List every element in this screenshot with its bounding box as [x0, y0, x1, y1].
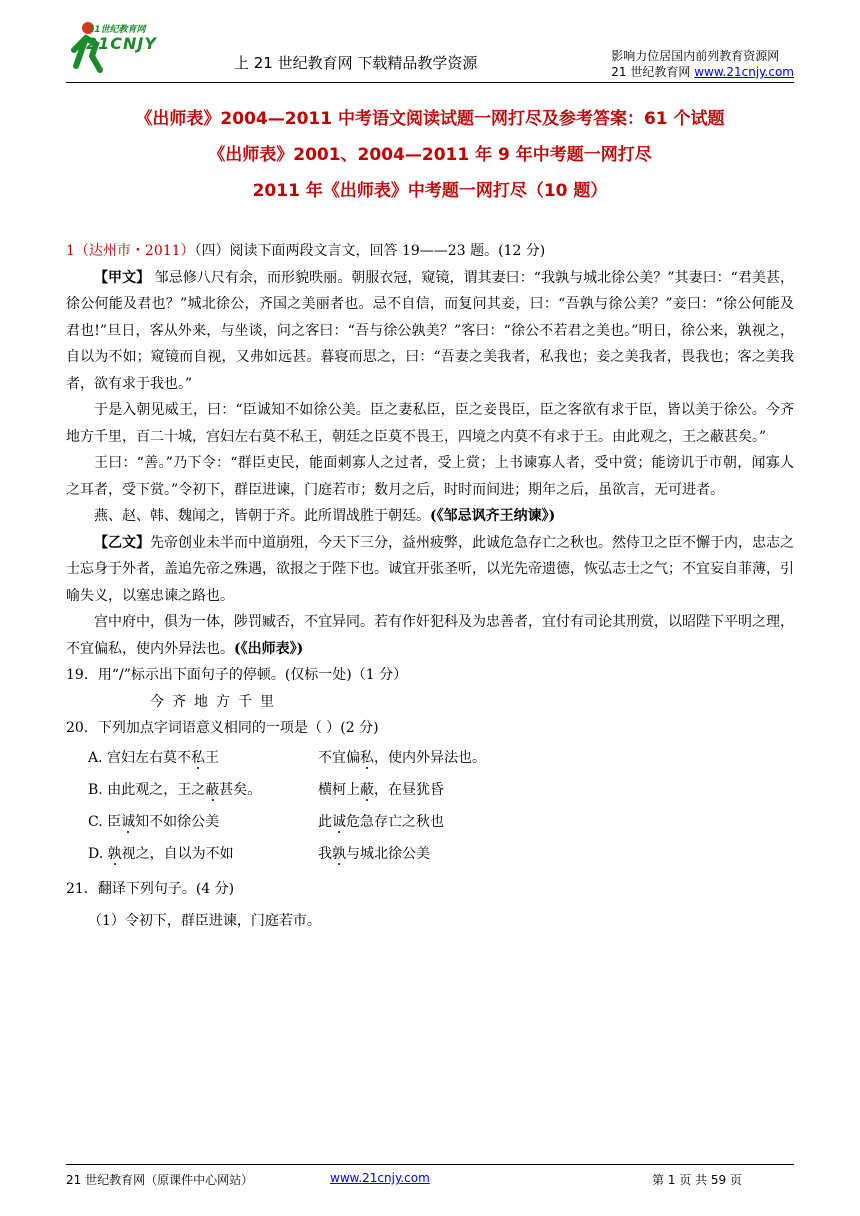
option-left: [88, 838, 318, 870]
document-titles: [0, 104, 860, 212]
question-number: 1（达州市・2011）: [66, 243, 195, 259]
passage-a-text-4: 燕、赵、韩、魏闻之，皆朝于齐。此所谓战胜于朝廷。: [94, 508, 430, 524]
passage-b-para-1: [66, 530, 794, 610]
header-right-info: [611, 48, 794, 80]
dotted-char: 私: [360, 749, 374, 766]
footer-site-name: 21 世纪教育网（原课件中心网站）: [66, 1173, 254, 1187]
dotted-char: 私: [191, 749, 206, 766]
passage-b-source: (《出师表》): [234, 640, 304, 657]
option-text: C. 臣: [88, 813, 122, 830]
title-line-2: 《出师表》2001、2004—2011 年 9 年中考题一网打尽: [208, 145, 652, 165]
dotted-char: 孰: [332, 845, 346, 862]
header-divider: [66, 82, 794, 83]
passage-a-para-1: [66, 265, 794, 398]
passage-a-label: 【甲文】: [94, 269, 151, 286]
option-text: ，使内外异法也。: [374, 749, 486, 766]
option-text: 视之，自以为不如: [121, 845, 234, 862]
dotted-char: 孰: [107, 845, 122, 862]
q20-option-a: [66, 742, 794, 774]
option-text: 横柯上: [318, 781, 360, 798]
passage-a-para-3: 王曰：“善。”乃下令：“群臣吏民，能面刺寡人之过者，受上赏；上书谏寡人者，受中赏；能谤讥于市朝，闻寡人之耳者，受下赏。”令初下，群臣进谏，门庭若市；数月之后，时时而间进；期年之后，虽欲言，无可进者。: [66, 455, 794, 498]
passage-b-label: 【乙文】: [94, 534, 150, 551]
passage-a-para-2: 于是入朝见威王，曰：“臣诚知不如徐公美。臣之妻私臣，臣之妾畏臣，臣之客欲有求于臣，皆以美于徐公。今齐地方千里，百二十城，宫妇左右莫不私王，朝廷之臣莫不畏王，四境之内莫不有求于王。由此观之，王之蔽甚矣。”: [66, 402, 794, 445]
passage-b-text-2: 宫中府中，俱为一体，陟罚臧否，不宜异同。若有作奸犯科及为忠善者，宜付有司论其刑赏，以昭陛下平明之理，不宜偏私，使内外异法也。: [66, 614, 794, 657]
passage-b-para-2: [66, 609, 794, 662]
site-logo[interactable]: [66, 20, 176, 76]
option-text: 我: [318, 845, 332, 862]
footer-site-link[interactable]: www.21cnjy.com: [330, 1171, 430, 1185]
option-text: B. 由此观之，王之: [88, 781, 206, 798]
question-instruction: （四）阅读下面两段文言文，回答 19——23 题。(12 分): [194, 243, 546, 259]
option-text: 王: [205, 749, 220, 766]
option-text: 不宜偏: [318, 749, 360, 766]
header-site-link[interactable]: www.21cnjy.com: [694, 65, 794, 79]
option-right: [318, 838, 430, 870]
option-text: 与城北徐公美: [346, 845, 430, 862]
page-header: [0, 0, 860, 84]
option-text: A. 宫妇左右莫不: [88, 749, 192, 766]
logo-caption: 21世纪教育网: [88, 25, 146, 35]
q20-stem: 20．下列加点字词语意义相同的一项是（ ）(2 分): [66, 720, 379, 736]
q20-option-d: [66, 838, 794, 870]
q19-stem: 19．用“/”标示出下面句子的停顿。(仅标一处)（1 分）: [66, 667, 408, 683]
title-line-1: 《出师表》2004—2011 中考语文阅读试题一网打尽及参考答案：61 个试题: [135, 109, 725, 129]
header-slogan: 上 21 世纪教育网 下载精品教学资源: [234, 54, 478, 72]
title-line-3: 2011 年《出师表》中考题一网打尽（10 题）: [252, 181, 608, 201]
dotted-char: 蔽: [360, 781, 374, 798]
option-right: [318, 774, 444, 806]
option-text: 危急存亡之秋也: [346, 813, 444, 830]
dotted-char: 蔽: [205, 781, 220, 798]
q21-item-1: （1）令初下，群臣进谏，门庭若市。: [88, 913, 321, 929]
question-header: [66, 238, 794, 265]
option-right: [318, 806, 444, 838]
passage-b-text-1: 先帝创业未半而中道崩殂，今天下三分，益州疲弊，此诚危急存亡之秋也。然侍卫之臣不懈于内，忠志之士忘身于外者，盖追先帝之殊遇，欲报之于陛下也。诚宜开张圣听，以光先帝遗德，恢弘志士之气；不宜妄自菲薄，引喻失义，以塞忠谏之路也。: [66, 534, 794, 604]
page-footer: [66, 1164, 794, 1187]
passage-a-source: (《邹忌讽齐王纳谏》): [430, 508, 556, 524]
q20-option-b: [66, 774, 794, 806]
option-left: [88, 774, 318, 806]
option-text: ，在昼犹昏: [374, 781, 444, 798]
passage-a-para-4: [66, 503, 794, 530]
option-text: 知不如徐公美: [135, 813, 220, 830]
header-tagline: 影响力位居国内前列教育资源网: [611, 49, 780, 63]
q19-sentence: 今齐地方千里: [150, 693, 282, 710]
option-text: D.: [88, 845, 108, 862]
header-site-line: [611, 64, 794, 80]
option-right: [318, 742, 486, 774]
dotted-char: 诚: [332, 813, 346, 830]
option-left: [88, 742, 318, 774]
passage-a-text-1: 邹忌修八尺有余，而形貌昳丽。朝服衣冠，窥镜，谓其妻曰：“我孰与城北徐公美？”其妻曰：“君美甚，徐公何能及君也？”城北徐公，齐国之美丽者也。忌不自信，而复问其妾，曰：“吾孰与徐公美？”妾曰：“徐公何能及君也!”旦日，客从外来，与坐谈，问之客曰：“吾与徐公孰美？”客曰：“徐公不若君之美也。”明日，徐公来，孰视之，自以为不如；窥镜而自视，又弗如远甚。暮寝而思之，曰：“吾妻之美我者，私我也；妾之美我者，畏我也；客之美我者，欲有求于我也。”: [66, 269, 795, 392]
footer-page-number: 第 1 页 共 59 页: [652, 1173, 742, 1187]
logo-brand: 21CNJY: [86, 34, 157, 53]
q21-stem: 21．翻译下列句子。(4 分): [66, 880, 235, 897]
dotted-char: 诚: [121, 813, 136, 830]
option-left: [88, 806, 318, 838]
q20-option-c: [66, 806, 794, 838]
option-text: 此: [318, 813, 332, 830]
option-text: 甚矣。: [219, 781, 262, 798]
header-site-name: 21 世纪教育网: [611, 65, 695, 79]
document-body: [66, 238, 794, 935]
